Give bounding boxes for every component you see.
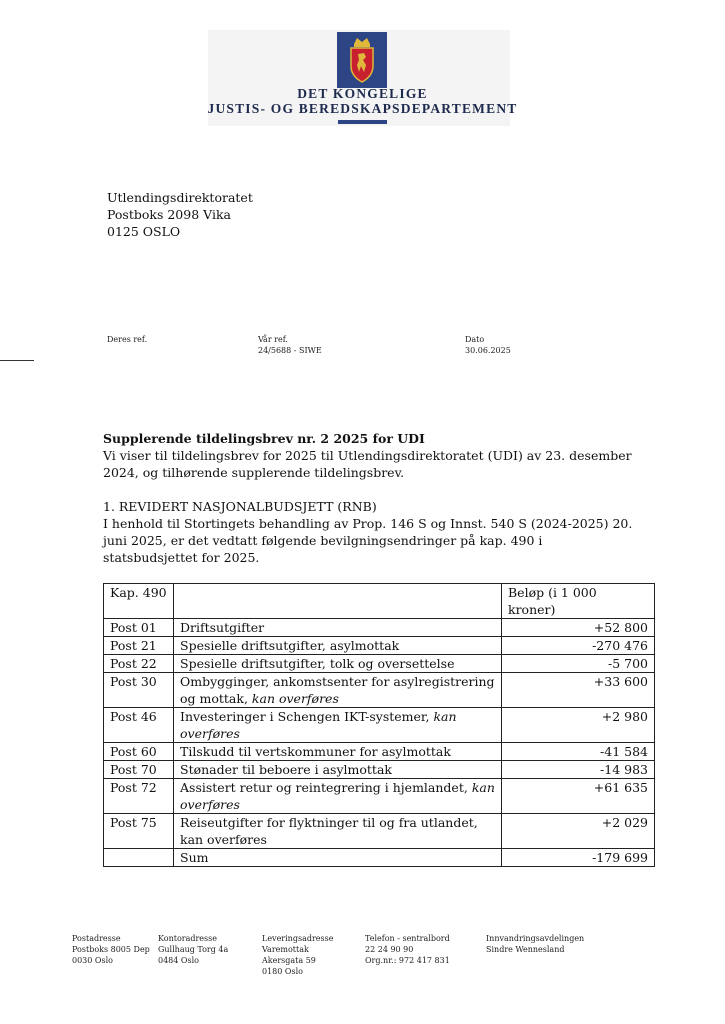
- row-post: Post 22: [104, 655, 174, 673]
- row-post: Post 30: [104, 673, 174, 708]
- var-ref-label: Vår ref.: [258, 335, 288, 344]
- header-description: [174, 584, 502, 619]
- allocation-table: [103, 583, 655, 867]
- table-row: [104, 655, 655, 673]
- row-description: [174, 637, 502, 655]
- table-row: [104, 619, 655, 637]
- table-row: [104, 673, 655, 708]
- letter-title: Supplerende tildelingsbrev nr. 2 2025 for UDI: [103, 431, 425, 446]
- row-description-text: Assistert retur og reintegrering i hjemlandet,: [180, 780, 468, 795]
- table-row: [104, 761, 655, 779]
- row-description-text: Spesielle driftsutgifter, tolk og oversettelse: [180, 656, 455, 671]
- row-amount: +33 600: [502, 673, 655, 708]
- row-post: Post 60: [104, 743, 174, 761]
- sum-row: [104, 849, 655, 867]
- section-heading: 1. REVIDERT NASJONALBUDSJETT (RNB): [103, 499, 377, 514]
- footer-telefon-label: Telefon - sentralbord: [365, 934, 450, 943]
- recipient-address-line1: Postboks 2098 Vika: [107, 207, 231, 222]
- row-description-text: Investeringer i Schengen IKT-systemer,: [180, 709, 430, 724]
- header-accent-bar: [338, 120, 387, 124]
- footer-postadresse-line1: Postboks 8005 Dep: [72, 945, 150, 954]
- sum-amount: -179 699: [502, 849, 655, 867]
- row-amount: +61 635: [502, 779, 655, 814]
- table-row: [104, 708, 655, 743]
- row-description-text: Ombygginger, ankomstsenter for asylregistrering og mottak,: [180, 674, 495, 706]
- row-amount: -5 700: [502, 655, 655, 673]
- table-row: [104, 779, 655, 814]
- footer-avdeling-contact: Sindre Wennesland: [486, 945, 565, 954]
- row-post: Post 75: [104, 814, 174, 849]
- deres-ref-label: Deres ref.: [107, 335, 148, 344]
- row-description: [174, 779, 502, 814]
- sum-label: Sum: [174, 849, 502, 867]
- footer-telefon: [365, 933, 450, 966]
- footer-postadresse-line2: 0030 Oslo: [72, 956, 113, 965]
- row-post: Post 21: [104, 637, 174, 655]
- row-description-text: Reiseutgifter for flyktninger til og fra utlandet, kan overføres: [180, 815, 478, 847]
- footer-leveringsadresse: [262, 933, 333, 977]
- row-description: [174, 743, 502, 761]
- row-post: Post 46: [104, 708, 174, 743]
- table-row: [104, 637, 655, 655]
- row-description: [174, 673, 502, 708]
- row-description: [174, 655, 502, 673]
- row-post: Post 72: [104, 779, 174, 814]
- row-description: [174, 708, 502, 743]
- row-post: Post 70: [104, 761, 174, 779]
- row-amount: +52 800: [502, 619, 655, 637]
- section-paragraph: I henhold til Stortingets behandling av Prop. 146 S og Innst. 540 S (2024-2025) 20. juni 2025, er det vedtatt følgende bevilgningsendringer på kap. 490 i statsbudsjettet for 2025.: [103, 516, 633, 565]
- var-ref-value: 24/5688 - SIWE: [258, 346, 322, 355]
- footer-telefon-number: 22 24 90 90: [365, 945, 414, 954]
- footer-levering-line1: Varemottak: [262, 945, 309, 954]
- row-description: [174, 619, 502, 637]
- footer-kontoradresse-line1: Gullhaug Torg 4a: [158, 945, 229, 954]
- footer-avdeling: [486, 933, 584, 955]
- date-label: Dato: [465, 335, 485, 344]
- header-amount: Beløp (i 1 000 kroner): [502, 584, 655, 619]
- row-description-text: Tilskudd til vertskommuner for asylmottak: [180, 744, 451, 759]
- row-description-text: Stønader til beboere i asylmottak: [180, 762, 392, 777]
- row-amount: -270 476: [502, 637, 655, 655]
- row-amount: +2 029: [502, 814, 655, 849]
- deres-ref: [107, 334, 147, 345]
- row-amount: +2 980: [502, 708, 655, 743]
- var-ref: [258, 334, 322, 356]
- fold-mark: [0, 360, 34, 361]
- table-row: [104, 814, 655, 849]
- table-row: [104, 743, 655, 761]
- department-name-line1: DET KONGELIGE: [297, 86, 428, 101]
- department-name-line2: JUSTIS- OG BEREDSKAPSDEPARTEMENT: [207, 101, 518, 116]
- row-description-note: kan overføres: [180, 709, 457, 741]
- intro-paragraph: Vi viser til tildelingsbrev for 2025 til Utlendingsdirektoratet (UDI) av 23. desember 2024, og tilhørende supplerende tildelingsbrev.: [103, 448, 632, 480]
- date-ref: [465, 334, 511, 356]
- row-amount: -41 584: [502, 743, 655, 761]
- recipient-name: Utlendingsdirektoratet: [107, 190, 253, 205]
- footer-kontoradresse-label: Kontoradresse: [158, 934, 217, 943]
- footer-levering-line2: Akersgata 59: [262, 956, 316, 965]
- letter-body: [103, 430, 633, 566]
- row-post: Post 01: [104, 619, 174, 637]
- footer-avdeling-label: Innvandringsavdelingen: [486, 934, 585, 943]
- footer-kontoradresse: [158, 933, 228, 966]
- table-header-row: [104, 584, 655, 619]
- header-chapter: Kap. 490: [104, 584, 174, 619]
- footer-postadresse: [72, 933, 150, 966]
- recipient-address-line2: 0125 OSLO: [107, 224, 181, 239]
- footer-levering-line3: 0180 Oslo: [262, 967, 303, 976]
- row-description-text: Driftsutgifter: [180, 620, 265, 635]
- row-description-text: Spesielle driftsutgifter, asylmottak: [180, 638, 400, 653]
- recipient-address: [107, 189, 253, 240]
- row-description: [174, 761, 502, 779]
- row-description: [174, 814, 502, 849]
- coat-of-arms-icon: [337, 32, 387, 88]
- footer-kontoradresse-line2: 0484 Oslo: [158, 956, 199, 965]
- footer-orgnr: Org.nr.: 972 417 831: [365, 956, 450, 965]
- footer-postadresse-label: Postadresse: [72, 934, 121, 943]
- row-description-note: kan overføres: [180, 780, 495, 812]
- date-value: 30.06.2025: [465, 346, 511, 355]
- footer-levering-label: Leveringsadresse: [262, 934, 334, 943]
- row-amount: -14 983: [502, 761, 655, 779]
- sum-post-cell: [104, 849, 174, 867]
- row-description-note: kan overføres: [251, 691, 339, 706]
